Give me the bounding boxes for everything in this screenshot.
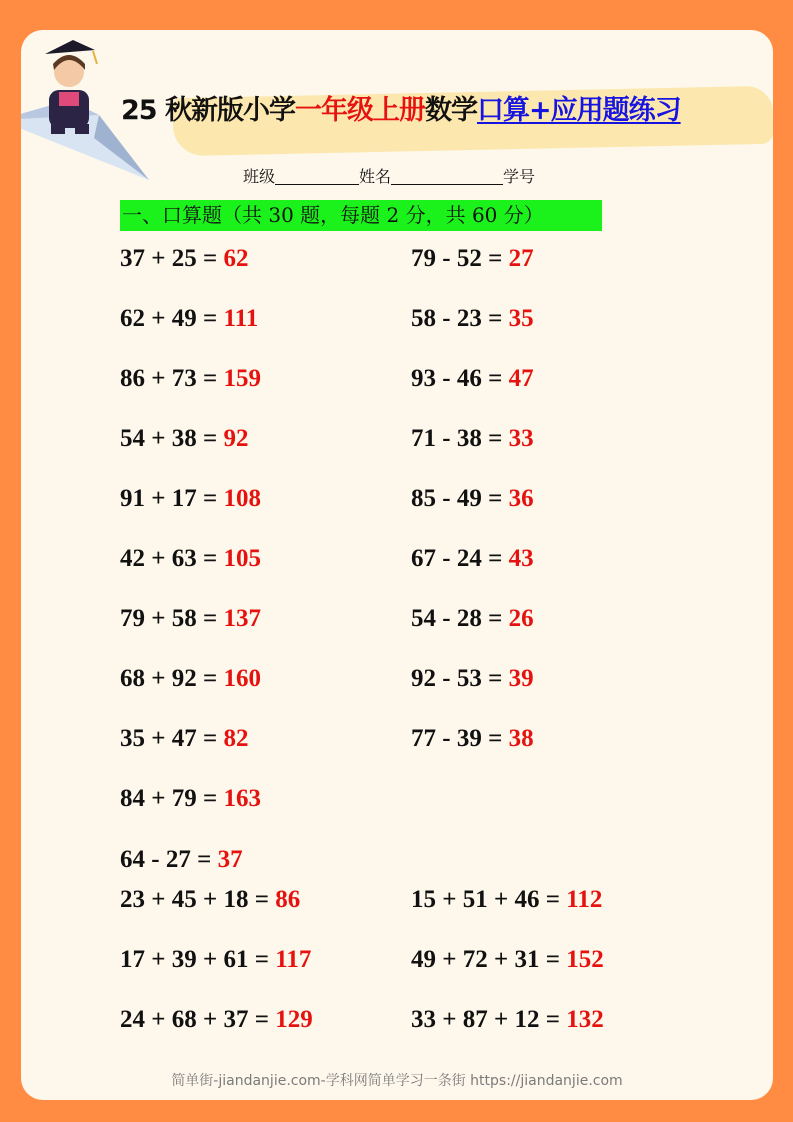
student-info-row <box>243 164 535 187</box>
problem-question: 49 + 72 + 31 = <box>411 946 567 973</box>
problem-question: 67 - 24 = <box>411 545 509 572</box>
problem-question: 91 + 17 = <box>120 485 224 512</box>
problem-answer: 105 <box>223 545 261 572</box>
problem-item <box>120 845 243 875</box>
problem-question: 58 - 23 = <box>411 305 509 332</box>
problem-question: 71 - 38 = <box>411 425 509 452</box>
problem-question: 86 + 73 = <box>120 365 224 392</box>
problem-answer: 47 <box>508 365 534 392</box>
problem-item <box>411 424 534 454</box>
problem-question: 33 + 87 + 12 = <box>411 1006 567 1033</box>
problem-question: 79 - 52 = <box>411 245 509 272</box>
worksheet-page <box>21 30 773 1100</box>
problem-item <box>411 244 534 274</box>
name-label: 姓名 <box>359 167 392 186</box>
problem-answer: 35 <box>508 305 534 332</box>
problem-item <box>120 244 249 274</box>
problem-item <box>120 724 249 754</box>
problem-answer: 112 <box>566 886 603 913</box>
problem-question: 37 + 25 = <box>120 245 224 272</box>
problem-item <box>411 484 534 514</box>
problem-answer: 62 <box>223 245 249 272</box>
problem-answer: 92 <box>223 425 249 452</box>
problem-item <box>411 724 534 754</box>
problem-answer: 26 <box>508 605 534 632</box>
problem-item <box>411 945 604 975</box>
title-part-topic: 口算+应用题练习 <box>476 95 681 126</box>
problem-question: 17 + 39 + 61 = <box>120 946 276 973</box>
title-part-volume: 一年级上册 <box>294 95 425 126</box>
section-title-mental-math: 一、口算题（共 30 题，每题 2 分，共 60 分） <box>120 200 602 231</box>
problem-answer: 132 <box>566 1006 604 1033</box>
problem-question: 15 + 51 + 46 = <box>411 886 567 913</box>
problem-question: 84 + 79 = <box>120 785 224 812</box>
problem-answer: 82 <box>223 725 249 752</box>
problem-question: 42 + 63 = <box>120 545 224 572</box>
problem-answer: 137 <box>223 605 261 632</box>
title-part-grade: 25 秋新版小学 <box>121 95 295 126</box>
problem-item <box>411 304 534 334</box>
problem-item <box>120 304 258 334</box>
problem-item <box>120 364 261 394</box>
problem-answer: 117 <box>275 946 312 973</box>
problem-question: 62 + 49 = <box>120 305 224 332</box>
problem-question: 92 - 53 = <box>411 665 509 692</box>
page-title <box>121 82 761 130</box>
problem-item <box>411 664 534 694</box>
problem-question: 85 - 49 = <box>411 485 509 512</box>
title-part-subject: 数学 <box>424 95 477 126</box>
class-label: 班级 <box>243 167 276 186</box>
problem-item <box>411 1005 604 1035</box>
problem-item <box>120 604 261 634</box>
problem-question: 77 - 39 = <box>411 725 509 752</box>
problem-item <box>120 885 300 915</box>
problem-answer: 39 <box>508 665 534 692</box>
problem-item <box>411 885 602 915</box>
problem-answer: 111 <box>223 305 259 332</box>
footer-text: 简单街-jiandanjie.com-学科网简单学习一条街 https://jiandanjie.com <box>171 1073 623 1089</box>
problem-answer: 33 <box>508 425 534 452</box>
problem-question: 79 + 58 = <box>120 605 224 632</box>
problem-answer: 27 <box>508 245 534 272</box>
name-blank[interactable] <box>391 168 503 185</box>
problem-answer: 159 <box>223 365 261 392</box>
problem-item <box>120 424 249 454</box>
class-blank[interactable] <box>275 168 359 185</box>
problem-answer: 163 <box>223 785 261 812</box>
problem-question: 23 + 45 + 18 = <box>120 886 276 913</box>
problem-item <box>411 364 534 394</box>
problem-item <box>411 544 534 574</box>
problem-item <box>120 484 261 514</box>
problem-item <box>120 1005 313 1035</box>
problem-question: 68 + 92 = <box>120 665 224 692</box>
problem-item <box>120 664 261 694</box>
problem-answer: 37 <box>217 846 243 873</box>
problem-question: 93 - 46 = <box>411 365 509 392</box>
problem-question: 35 + 47 = <box>120 725 224 752</box>
problem-answer: 36 <box>508 485 534 512</box>
problem-answer: 129 <box>275 1006 313 1033</box>
number-label: 学号 <box>503 167 536 186</box>
problem-question: 24 + 68 + 37 = <box>120 1006 276 1033</box>
problem-question: 54 - 28 = <box>411 605 509 632</box>
problem-item <box>120 945 311 975</box>
problem-answer: 152 <box>566 946 604 973</box>
problem-answer: 86 <box>275 886 301 913</box>
problem-item <box>120 544 261 574</box>
problem-item <box>120 784 261 814</box>
problem-answer: 43 <box>508 545 534 572</box>
problem-answer: 108 <box>223 485 261 512</box>
problem-item <box>411 604 534 634</box>
problem-question: 64 - 27 = <box>120 846 218 873</box>
problem-answer: 160 <box>223 665 261 692</box>
problem-question: 54 + 38 = <box>120 425 224 452</box>
problem-answer: 38 <box>508 725 534 752</box>
